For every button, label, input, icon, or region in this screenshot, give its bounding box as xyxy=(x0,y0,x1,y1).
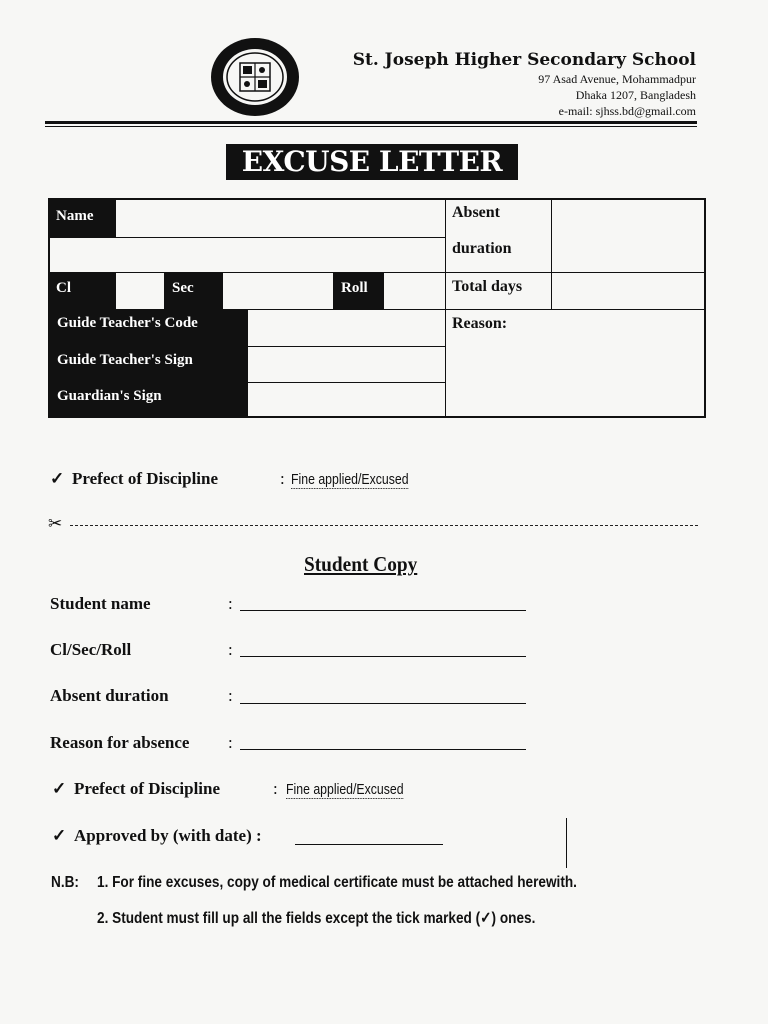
nb-prefix: N.B: xyxy=(51,874,79,891)
guide-teacher-sign-label: Guide Teacher's Sign xyxy=(57,352,193,368)
student-name-label: Student name xyxy=(50,594,151,613)
class-label: Cl xyxy=(49,272,116,310)
student-prefect-colon: : xyxy=(273,779,278,798)
total-days-field[interactable] xyxy=(551,272,706,310)
reason-for-absence-field[interactable] xyxy=(240,749,526,750)
cl-sec-roll-label: Cl/Sec/Roll xyxy=(50,640,132,659)
student-prefect-check-icon: ✓ xyxy=(52,779,67,798)
absent-duration-student-field[interactable] xyxy=(240,703,526,704)
scissors-icon: ✂ xyxy=(48,514,63,534)
header-rule xyxy=(45,121,697,124)
name-field-line2[interactable] xyxy=(49,237,446,273)
reason-for-absence-colon: : xyxy=(228,733,233,752)
school-logo-seal xyxy=(210,37,300,117)
guide-teacher-code-field[interactable] xyxy=(247,309,446,347)
prefect-colon: : xyxy=(280,469,285,488)
page-title: EXCUSE LETTER xyxy=(226,144,518,180)
guardian-sign-label: Guardian's Sign xyxy=(57,388,162,404)
approved-check-icon: ✓ xyxy=(52,826,67,845)
prefect-label: Prefect of Discipline xyxy=(72,469,219,488)
student-prefect-label: Prefect of Discipline xyxy=(74,779,221,798)
roll-field[interactable] xyxy=(383,272,446,310)
absent-duration-field[interactable] xyxy=(551,199,706,273)
student-name-field[interactable] xyxy=(240,610,526,611)
section-field[interactable] xyxy=(222,272,334,310)
duration-label: duration xyxy=(452,240,512,257)
cl-sec-roll-field[interactable] xyxy=(240,656,526,657)
name-field[interactable] xyxy=(115,199,446,238)
note-2: 2. Student must fill up all the fields except the tick marked (✓) ones. xyxy=(97,910,536,927)
school-email: e-mail: sjhss.bd@gmail.com xyxy=(558,104,696,118)
student-prefect-status: Fine applied/Excused xyxy=(286,781,404,798)
absent-label: Absent xyxy=(452,204,501,221)
roll-label: Roll xyxy=(334,272,384,310)
approved-by-label: Approved by (with date) : xyxy=(74,826,262,845)
cut-line xyxy=(70,525,698,526)
guardian-sign-field[interactable] xyxy=(247,382,446,418)
cl-sec-roll-colon: : xyxy=(228,640,233,659)
signature-divider xyxy=(566,818,567,868)
absent-duration-colon: : xyxy=(228,686,233,705)
note-1: 1. For fine excuses, copy of medical certificate must be attached herewith. xyxy=(97,874,577,891)
school-address-line2: Dhaka 1207, Bangladesh xyxy=(575,88,696,102)
student-copy-heading: Student Copy xyxy=(304,552,418,576)
guide-teacher-sign-field[interactable] xyxy=(247,346,446,383)
name-label: Name xyxy=(49,199,115,237)
reason-label: Reason: xyxy=(452,315,508,332)
prefect-status: Fine applied/Excused xyxy=(291,471,409,488)
reason-for-absence-label: Reason for absence xyxy=(50,733,190,752)
student-name-colon: : xyxy=(228,594,233,613)
total-days-label: Total days xyxy=(452,278,523,295)
prefect-check-icon: ✓ xyxy=(50,469,65,488)
header-rule-thin xyxy=(45,126,697,127)
class-field[interactable] xyxy=(115,272,165,310)
approved-by-field[interactable] xyxy=(295,844,443,845)
section-label: Sec xyxy=(165,272,223,310)
guide-teacher-code-label: Guide Teacher's Code xyxy=(57,315,198,331)
school-name: St. Joseph Higher Secondary School xyxy=(352,50,696,70)
absent-duration-label: Absent duration xyxy=(50,686,169,705)
school-address-line1: 97 Asad Avenue, Mohammadpur xyxy=(538,72,696,86)
